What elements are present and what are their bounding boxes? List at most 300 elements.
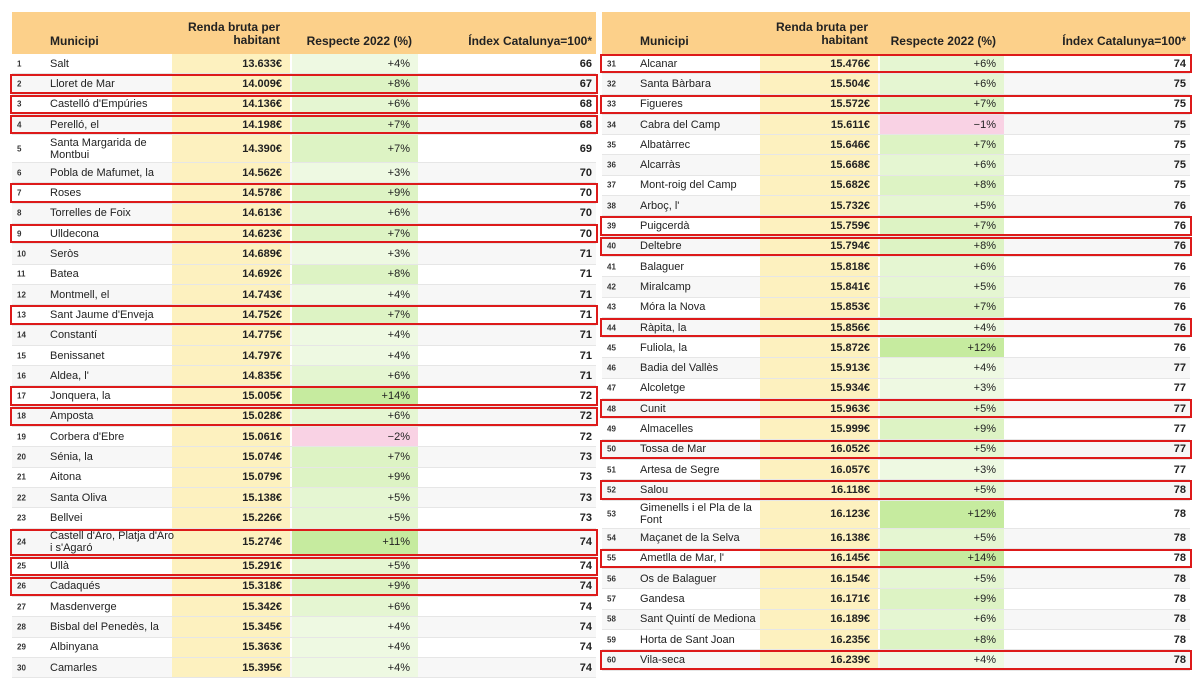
table-row [12,617,596,637]
renda-cell: 15.005€ [242,390,282,403]
table-row [602,399,1190,419]
table-row [12,557,596,577]
respecte-cell: +4% [973,321,996,334]
municipi-cell: Artesa de Segre [640,463,720,476]
table-row [12,577,596,597]
municipi-cell: Arboç, l' [640,199,680,212]
table-row [12,285,596,305]
renda-cell: 14.743€ [242,288,282,301]
table-row [12,529,596,557]
table-row [602,135,1190,155]
index-cell: 75 [1173,77,1186,90]
respecte-cell: +6% [387,600,410,613]
rank-cell: 42 [607,282,616,292]
respecte-cell: +5% [387,491,410,504]
municipi-cell: Salou [640,483,669,496]
respecte-cell: +4% [973,362,996,375]
municipi-cell: Albatàrrec [640,138,691,151]
rank-cell: 44 [607,323,616,332]
respecte-cell: +5% [973,572,996,585]
municipi-cell: Cadaqués [50,580,101,593]
renda-cell: 15.611€ [830,118,870,131]
rank-cell: 36 [607,160,616,170]
municipi-cell: Aldea, l' [50,369,89,382]
rank-cell: 40 [607,241,616,251]
respecte-cell: +4% [387,661,410,674]
renda-cell: 15.646€ [830,138,870,151]
renda-cell: 15.291€ [242,560,282,573]
renda-cell: 16.235€ [830,633,870,646]
municipi-cell: Almacelles [640,422,694,435]
municipi-cell: Masdenverge [50,600,117,613]
renda-cell: 14.692€ [242,268,282,281]
table-body [12,54,596,678]
respecte-cell: +5% [387,560,410,573]
rank-cell: 5 [17,144,22,154]
rank-cell: 7 [17,188,22,198]
header-municipi: Municipi [640,34,689,48]
respecte-cell: −2% [387,430,410,443]
municipi-cell: Ametlla de Mar, l' [640,552,725,565]
table-row [602,216,1190,236]
index-cell: 68 [579,118,592,131]
index-cell: 75 [1173,118,1186,131]
municipi-cell: Benissanet [50,349,105,362]
renda-cell: 15.856€ [830,321,870,334]
index-cell: 74 [579,580,592,593]
respecte-cell: +6% [973,260,996,273]
rank-cell: 35 [607,140,616,150]
rank-cell: 33 [607,99,616,109]
table-row [602,650,1190,670]
index-cell: 78 [1173,532,1186,545]
municipi-cell: Santa Bàrbara [640,77,711,90]
renda-cell: 14.613€ [242,207,282,220]
table-row [12,265,596,285]
rank-cell: 45 [607,343,616,353]
renda-cell: 15.841€ [830,280,870,293]
index-cell: 78 [1173,613,1186,626]
renda-cell: 13.633€ [242,57,282,70]
municipi-cell: Cunit [640,402,666,415]
rank-cell: 15 [17,351,26,360]
table-row [602,549,1190,569]
left-table [12,12,596,678]
index-cell: 72 [579,430,592,443]
renda-cell: 14.136€ [242,98,282,111]
rank-cell: 24 [17,537,26,547]
index-cell: 77 [1173,443,1186,456]
municipi-cell: Puigcerdà [640,220,690,233]
respecte-cell: +14% [381,390,410,403]
rank-cell: 54 [607,533,616,543]
table-row [12,427,596,447]
renda-cell: 14.009€ [242,77,282,90]
rank-cell: 56 [607,574,616,584]
header-municipi: Municipi [50,34,99,48]
rank-cell: 39 [607,221,616,231]
renda-cell: 15.138€ [242,491,282,504]
renda-cell: 15.572€ [830,98,870,111]
index-cell: 68 [579,98,592,111]
respecte-cell: +5% [973,443,996,456]
table-row [602,54,1190,74]
table-row [602,419,1190,439]
rank-cell: 25 [17,561,26,571]
rank-cell: 12 [17,290,26,300]
rank-cell: 2 [17,79,22,89]
table-row [12,638,596,658]
index-cell: 76 [1173,220,1186,233]
municipi-cell: Roses [50,187,82,200]
municipi-cell: Deltebre [640,240,682,253]
respecte-cell: +8% [973,179,996,192]
index-cell: 78 [1173,572,1186,585]
respecte-cell: +5% [973,483,996,496]
index-cell: 73 [579,471,592,484]
municipi-cell: Perelló, el [50,118,99,131]
index-cell: 70 [579,187,592,200]
municipi-cell: Vila-seca [640,653,686,666]
header-index: Índex Catalunya=100* [1062,34,1186,48]
index-cell: 75 [1173,98,1186,111]
municipi-cell: Miralcamp [640,280,691,293]
rank-cell: 21 [17,472,26,482]
index-cell: 74 [579,641,592,654]
renda-cell: 16.171€ [830,593,870,606]
header-respecte: Respecte 2022 (%) [306,34,412,48]
respecte-cell: +4% [973,653,996,666]
respecte-cell: +14% [967,552,996,565]
renda-cell: 15.079€ [242,471,282,484]
municipi-cell: Tossa de Mar [640,443,707,456]
table-row [602,630,1190,650]
municipi-cell: Fuliola, la [640,341,688,354]
renda-cell: 15.504€ [830,77,870,90]
index-cell: 71 [579,349,592,362]
respecte-cell: +9% [387,187,410,200]
renda-cell: 15.028€ [242,410,282,423]
municipi-cell: Seròs [50,248,79,261]
renda-cell: 15.318€ [242,580,282,593]
index-cell: 71 [579,329,592,342]
renda-cell: 15.963€ [830,402,870,415]
municipi-cell: Balaguer [640,260,685,273]
rank-cell: 27 [17,602,26,612]
index-cell: 77 [1173,463,1186,476]
table-row [12,488,596,508]
renda-cell: 15.476€ [830,57,870,70]
respecte-cell: +8% [387,77,410,90]
respecte-cell: +7% [973,301,996,314]
table-row [12,204,596,224]
renda-cell: 15.872€ [830,341,870,354]
index-cell: 76 [1173,199,1186,212]
table-row [602,610,1190,630]
renda-cell: 15.274€ [242,536,282,549]
municipi-cell: Amposta [50,410,94,423]
index-cell: 78 [1173,653,1186,666]
index-cell: 70 [579,166,592,179]
respecte-cell: −1% [973,118,996,131]
respecte-cell: +9% [973,593,996,606]
municipi-cell: Sant Jaume d'Enveja [50,308,154,321]
index-cell: 78 [1173,483,1186,496]
renda-cell: 14.578€ [242,187,282,200]
rank-cell: 53 [607,509,616,519]
rank-cell: 4 [17,120,22,130]
index-cell: 78 [1173,552,1186,565]
table-row [602,95,1190,115]
municipi-cell: Cabra del Camp [640,118,721,131]
table-row [12,407,596,427]
municipi-cell: Bisbal del Penedès, la [50,621,159,634]
respecte-cell: +5% [973,402,996,415]
index-cell: 78 [1173,593,1186,606]
renda-cell: 15.395€ [242,661,282,674]
table-row [602,298,1190,318]
rank-cell: 13 [17,310,26,320]
table-row [602,379,1190,399]
rank-cell: 41 [607,262,616,272]
index-cell: 76 [1173,321,1186,334]
municipi-cell: Santa Margarida de Montbui [50,136,147,161]
renda-cell: 16.057€ [830,463,870,476]
table-row [12,658,596,678]
table-row [12,74,596,94]
municipi-cell: Ulldecona [50,227,99,240]
table-row [602,440,1190,460]
renda-cell: 15.061€ [242,430,282,443]
renda-cell: 14.562€ [242,166,282,179]
municipi-cell: Jonquera, la [50,390,111,403]
renda-cell: 15.668€ [830,159,870,172]
rank-cell: 59 [607,635,616,645]
respecte-cell: +5% [387,511,410,524]
renda-cell: 16.138€ [830,532,870,545]
renda-cell: 14.390€ [242,142,282,155]
renda-cell: 16.189€ [830,613,870,626]
municipi-cell: Pobla de Mafumet, la [50,166,154,179]
rank-cell: 32 [607,79,616,89]
index-cell: 77 [1173,362,1186,375]
index-cell: 74 [579,536,592,549]
table-row [602,569,1190,589]
header-respecte: Respecte 2022 (%) [890,34,996,48]
respecte-cell: +7% [387,450,410,463]
rank-cell: 17 [17,391,26,401]
municipi-cell: Badia del Vallès [640,362,719,375]
rank-cell: 37 [607,180,616,190]
table-row [602,480,1190,500]
table-row [12,468,596,488]
municipi-cell: Santa Oliva [50,491,107,504]
table-row [602,257,1190,277]
municipi-cell: Alcanar [640,57,678,70]
respecte-cell: +8% [973,240,996,253]
renda-cell: 14.775€ [242,329,282,342]
renda-cell: 15.934€ [830,382,870,395]
rank-cell: 50 [607,444,616,454]
respecte-cell: +4% [387,349,410,362]
rank-cell: 23 [17,513,26,523]
municipi-cell: Batea [50,268,79,281]
index-cell: 76 [1173,301,1186,314]
municipi-cell: Alcarràs [640,159,681,172]
respecte-cell: +6% [387,369,410,382]
index-cell: 77 [1173,422,1186,435]
respecte-cell: +7% [387,308,410,321]
rank-cell: 18 [17,411,26,421]
municipi-cell: Ràpita, la [640,321,687,334]
respecte-cell: +9% [387,471,410,484]
municipi-cell: Corbera d'Ebre [50,430,125,443]
table-row [12,183,596,203]
respecte-cell: +9% [387,580,410,593]
index-cell: 74 [579,621,592,634]
rank-cell: 29 [17,642,26,652]
table-row [12,597,596,617]
municipi-cell: Sénia, la [50,450,93,463]
renda-cell: 14.689€ [242,248,282,261]
respecte-cell: +7% [387,118,410,131]
table-row [12,386,596,406]
renda-cell: 15.794€ [830,240,870,253]
table-row [12,163,596,183]
table-row [12,346,596,366]
rank-cell: 14 [17,330,26,340]
municipi-cell: Constantí [50,329,98,342]
header-index: Índex Catalunya=100* [468,34,592,48]
respecte-cell: +6% [387,410,410,423]
respecte-cell: +6% [387,207,410,220]
respecte-cell: +9% [973,422,996,435]
rank-cell: 6 [17,168,22,178]
index-cell: 70 [579,227,592,240]
renda-cell: 16.052€ [830,443,870,456]
renda-cell: 15.818€ [830,260,870,273]
index-cell: 74 [579,661,592,674]
rank-cell: 60 [607,655,616,665]
respecte-cell: +7% [387,227,410,240]
table-row [12,224,596,244]
rank-cell: 46 [607,363,616,373]
table-header [602,12,1190,54]
respecte-cell: +6% [973,613,996,626]
index-cell: 77 [1173,402,1186,415]
renda-cell: 14.835€ [242,369,282,382]
header-renda: Renda bruta per habitant [187,20,280,47]
renda-cell: 16.123€ [830,508,870,521]
municipi-cell: Mont-roig del Camp [640,179,737,192]
respecte-cell: +7% [973,220,996,233]
index-cell: 76 [1173,280,1186,293]
respecte-cell: +11% [382,536,410,549]
index-cell: 73 [579,491,592,504]
rank-cell: 31 [607,59,616,69]
respecte-cell: +8% [387,268,410,281]
table-header [12,12,596,54]
renda-cell: 14.797€ [242,349,282,362]
renda-cell: 15.759€ [830,220,870,233]
respecte-cell: +4% [387,621,410,634]
municipi-cell: Móra la Nova [640,301,706,314]
table-row [602,74,1190,94]
table-row [602,589,1190,609]
table-row [12,366,596,386]
table-body [602,54,1190,671]
index-cell: 71 [579,288,592,301]
table-row [12,305,596,325]
index-cell: 78 [1173,633,1186,646]
renda-cell: 15.074€ [242,450,282,463]
renda-cell: 15.999€ [830,422,870,435]
rank-cell: 30 [17,663,26,673]
index-cell: 66 [579,57,592,70]
table-row [602,460,1190,480]
renda-cell: 16.154€ [830,572,870,585]
respecte-cell: +6% [973,159,996,172]
rank-cell: 22 [17,493,26,503]
table-row [12,447,596,467]
renda-cell: 14.198€ [242,118,282,131]
respecte-cell: +3% [387,248,410,261]
renda-cell: 15.853€ [830,301,870,314]
municipi-cell: Bellvei [50,511,83,524]
rank-cell: 19 [17,432,26,442]
renda-cell: 15.682€ [830,179,870,192]
municipi-cell: Figueres [640,98,683,111]
table-row [602,176,1190,196]
respecte-cell: +3% [973,463,996,476]
rank-cell: 9 [17,229,22,239]
table-row [602,338,1190,358]
municipi-cell: Torrelles de Foix [50,207,131,220]
renda-cell: 15.732€ [830,199,870,212]
renda-cell: 16.239€ [830,653,870,666]
rank-cell: 48 [607,404,616,414]
index-cell: 72 [579,410,592,423]
index-cell: 70 [579,207,592,220]
index-cell: 76 [1173,260,1186,273]
respecte-cell: +6% [973,77,996,90]
respecte-cell: +4% [387,329,410,342]
rank-cell: 16 [17,371,26,381]
municipi-cell: Castell d'Aro, Platja d'Aro i s'Agaró [50,530,175,555]
renda-cell: 14.752€ [242,308,282,321]
respecte-cell: +3% [387,166,410,179]
rank-cell: 8 [17,208,22,218]
index-cell: 73 [579,450,592,463]
table-row [602,115,1190,135]
municipi-cell: Alcoletge [640,382,686,395]
table-row [602,237,1190,257]
municipi-cell: Gimenells i el Pla de la Font [640,502,752,527]
table-row [602,196,1190,216]
table-row [12,135,596,163]
table-row [602,529,1190,549]
index-cell: 76 [1173,240,1186,253]
rank-cell: 43 [607,302,616,312]
rank-cell: 58 [607,614,616,624]
renda-cell: 15.345€ [242,621,282,634]
rank-cell: 38 [607,201,616,211]
respecte-cell: +4% [387,57,410,70]
respecte-cell: +4% [387,641,410,654]
index-cell: 71 [579,268,592,281]
index-cell: 71 [579,369,592,382]
respecte-cell: +4% [387,288,410,301]
